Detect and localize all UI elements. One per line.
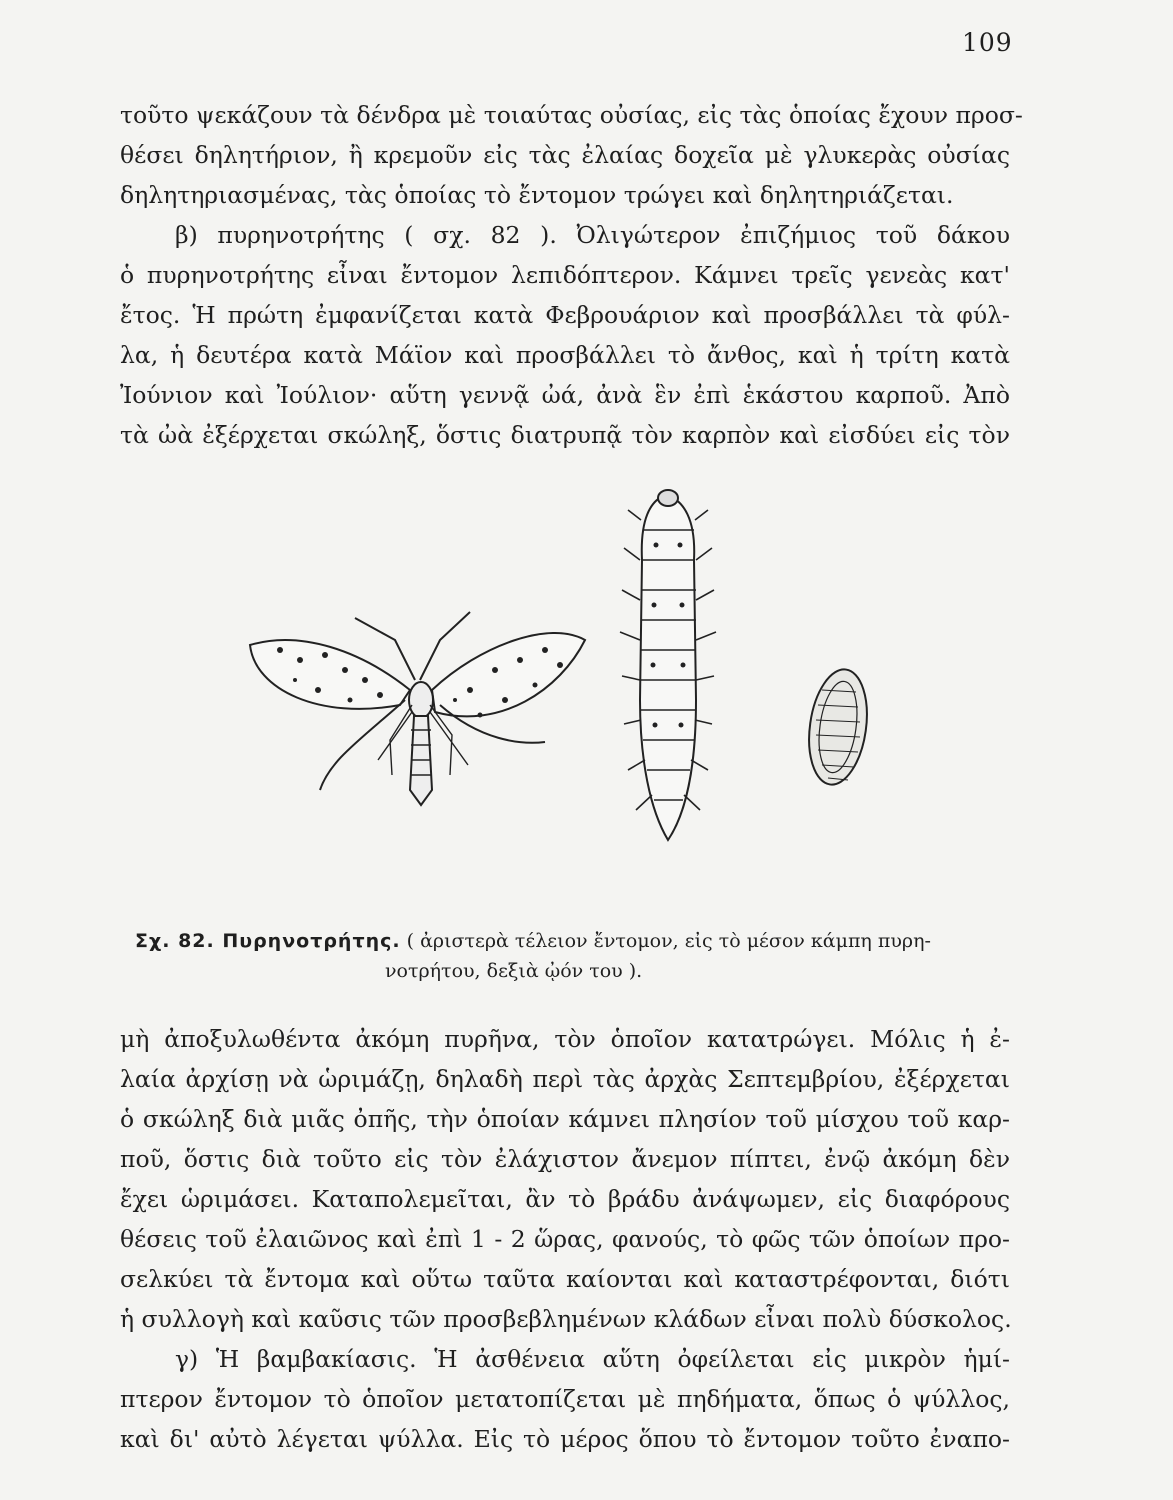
moth-antenna-right	[420, 612, 470, 680]
text-line: ὁ σκώληξ διὰ μιᾶς ὀπῆς, τὴν ὁποίαν κάμνει πλησίον τοῦ μίσχου τοῦ καρ-	[120, 1105, 1010, 1133]
text-line: ἔχει ὡριμάσει. Καταπολεμεῖται, ἂν τὸ βράδυ ἀνάψωμεν, εἰς διαφόρους	[120, 1185, 1010, 1213]
text-line: ὁ πυρηνοτρήτης εἶναι ἔντομον λεπιδόπτερον. Κάμνει τρεῖς γενεὰς κατ'	[120, 261, 1010, 289]
text-line: ἔτος. Ἡ πρώτη ἐμφανίζεται κατὰ Φεβρουάριον καὶ προσβάλλει τὰ φύλ-	[120, 301, 1010, 329]
figure-caption	[135, 926, 1015, 982]
text-line: λαία ἀρχίσῃ νὰ ὡριμάζῃ, δηλαδὴ περὶ τὰς ἀρχὰς Σεπτεμβρίου, ἐξέρχεται	[120, 1065, 1010, 1093]
text-line: β) πυρηνοτρήτης ( σχ. 82 ). Ὀλιγώτερον ἐπιζήμιος τοῦ δάκου	[175, 221, 1010, 249]
text-line: σελκύει τὰ ἔντομα καὶ οὕτω ταῦτα καίονται καὶ καταστρέφονται, διότι	[120, 1265, 1010, 1293]
moth-hindwing-left	[320, 700, 405, 790]
text-line: τοῦτο ψεκάζουν τὰ δένδρα μὲ τοιαύτας οὐσίας, εἰς τὰς ὁποίας ἔχουν προσ-	[120, 101, 1023, 129]
caterpillar-illustration	[620, 490, 716, 840]
moth-hindwing-right	[440, 705, 545, 743]
text-line: θέσεις τοῦ ἐλαιῶνος καὶ ἐπὶ 1 - 2 ὥρας, φανούς, τὸ φῶς τῶν ὁποίων προ-	[120, 1225, 1010, 1253]
text-line: καὶ δι' αὐτὸ λέγεται ψύλλα. Εἰς τὸ μέρος ὅπου τὸ ἔντομον τοῦτο ἐναπο-	[120, 1425, 1010, 1453]
text-line: πτερον ἔντομον τὸ ὁποῖον μετατοπίζεται μὲ πηδήματα, ὅπως ὁ ψύλλος,	[120, 1385, 1010, 1413]
caption-line-2: νοτρήτου, δεξιὰ ᾠόν του ).	[385, 960, 643, 982]
text-line: λα, ἡ δευτέρα κατὰ Μάϊον καὶ προσβάλλει τὸ ἄνθος, καὶ ἡ τρίτη κατὰ	[120, 341, 1010, 369]
moth-abdomen	[410, 716, 432, 805]
text-line: θέσει δηλητήριον, ἢ κρεμοῦν εἰς τὰς ἐλαίας δοχεῖα μὲ γλυκερὰς οὐσίας	[120, 141, 1010, 169]
moth-wing-left	[250, 640, 410, 709]
moth-wing-right	[432, 633, 585, 716]
caption-line-1: ( ἀριστερὰ τέλειον ἔντομον, εἰς τὸ μέσον κάμπη πυρη-	[406, 930, 931, 952]
text-line: μὴ ἀποξυλωθέντα ἀκόμη πυρῆνα, τὸν ὁποῖον κατατρώγει. Μόλις ἡ ἐ-	[120, 1025, 1010, 1053]
text-line: τὰ ὠὰ ἐξέρχεται σκώληξ, ὅστις διατρυπᾷ τὸν καρπὸν καὶ εἰσδύει εἰς τὸν	[120, 421, 1010, 449]
egg-illustration	[802, 666, 874, 789]
moth-thorax	[409, 682, 433, 718]
text-line: Ἰούνιον καὶ Ἰούλιον· αὕτη γεννᾷ ὠά, ἀνὰ ἓν ἐπὶ ἑκάστου καρποῦ. Ἀπὸ	[120, 381, 1010, 409]
text-line: δηλητηριασμένας, τὰς ὁποίας τὸ ἔντομον τρώγει καὶ δηλητηριάζεται.	[120, 181, 954, 209]
moth-illustration	[250, 612, 585, 805]
text-line: γ) Ἡ βαμβακίασις. Ἡ ἀσθένεια αὕτη ὀφείλεται εἰς μικρὸν ἡμί-	[175, 1345, 1010, 1373]
page-number: 109	[962, 28, 1013, 57]
text-line: ποῦ, ὅστις διὰ τοῦτο εἰς τὸν ἐλάχιστον ἄνεμον πίπτει, ἐνῷ ἀκόμη δὲν	[120, 1145, 1010, 1173]
moth-antenna-left	[355, 618, 415, 680]
text-line: ἡ συλλογὴ καὶ καῦσις τῶν προσβεβλημένων κλάδων εἶναι πολὺ δύσκολος.	[120, 1305, 1012, 1333]
moth-legs	[378, 705, 468, 775]
figure-label: Σχ. 82. Πυρηνοτρήτης.	[135, 930, 401, 952]
